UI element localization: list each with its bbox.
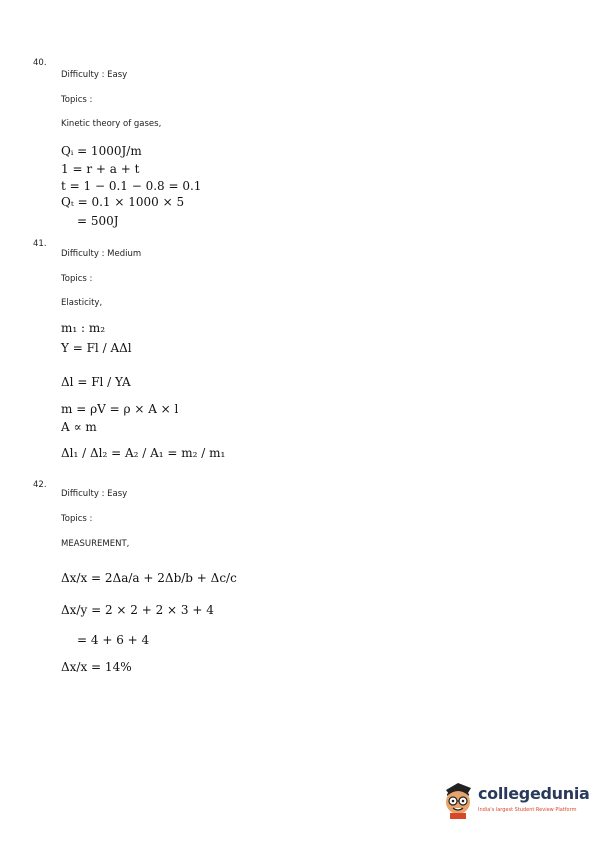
topic-name: Elasticity, — [61, 298, 103, 308]
equation-line: = 500J — [77, 214, 119, 228]
equation-line: Δx/y = 2 × 2 + 2 × 3 + 4 — [61, 603, 214, 617]
equation-line: Δl = Fl / YA — [61, 375, 131, 389]
equation-line: Δl₁ / Δl₂ = A₂ / A₁ = m₂ / m₁ — [61, 446, 226, 460]
logo-tagline: India's largest Student Review Platform — [478, 807, 577, 813]
equation-line: t = 1 − 0.1 − 0.8 = 0.1 — [61, 179, 202, 193]
topic-name: Kinetic theory of gases, — [61, 119, 162, 129]
equation-line: Qₜ = 0.1 × 1000 × 5 — [61, 195, 185, 209]
equation-line: = 4 + 6 + 4 — [77, 633, 150, 647]
logo-wordmark: collegedunia — [478, 784, 590, 803]
topics-label: Topics : — [61, 514, 93, 524]
difficulty-label: Difficulty : Easy — [61, 70, 128, 80]
topics-label: Topics : — [61, 95, 93, 105]
question-number: 41. — [33, 239, 47, 249]
equation-line: Qᵢ = 1000J/m — [61, 144, 142, 158]
equation-line: Δx/x = 2Δa/a + 2Δb/b + Δc/c — [61, 571, 237, 585]
equation-line: 1 = r + a + t — [61, 162, 140, 176]
equation-line: A ∝ m — [61, 420, 97, 434]
mascot-face-icon — [440, 780, 476, 820]
difficulty-label: Difficulty : Medium — [61, 249, 142, 259]
question-number: 42. — [33, 480, 47, 490]
equation-line: m = ρV = ρ × A × l — [61, 402, 179, 416]
collegedunia-logo — [440, 778, 590, 824]
equation-line: m₁ : m₂ — [61, 321, 106, 335]
equation-line: Δx/x = 14% — [61, 660, 132, 674]
topics-label: Topics : — [61, 274, 93, 284]
question-number: 40. — [33, 58, 47, 68]
difficulty-label: Difficulty : Easy — [61, 489, 128, 499]
equation-line: Y = Fl / AΔl — [61, 341, 132, 355]
topic-name: MEASUREMENT, — [61, 539, 130, 549]
